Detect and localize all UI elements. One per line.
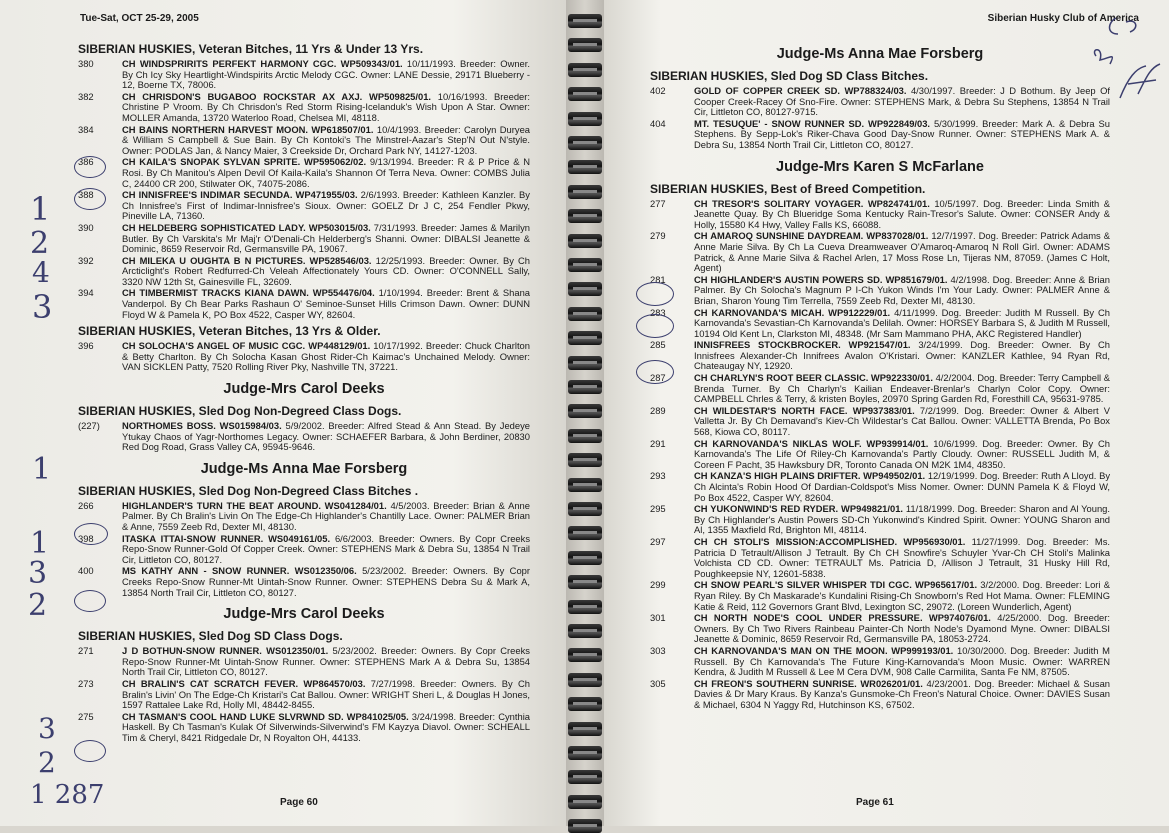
handwritten-mark: 1 xyxy=(30,190,51,228)
entry-text: 10/4/1993. Breeder: Carolyn Duryea & William S Campbell & Sue Bain. By Ch Kontoki's The Minstrel-Aazar's Step'N Out N'style. Owner: PODLAS Jan, & Nancy Maier, 3 Creekside Dr, Orchard Park NY, 14127-1203. xyxy=(122,123,530,156)
spiral-ring xyxy=(568,478,602,492)
entry-number: 283 xyxy=(650,306,666,318)
class-heading: SIBERIAN HUSKIES, Sled Dog SD Class Bitches. xyxy=(650,69,929,83)
entry-details xyxy=(694,537,1110,579)
dog-name: CH BAINS NORTHERN HARVEST MOON. WP618507/01. xyxy=(122,123,374,135)
handwritten-mark: 1 xyxy=(32,452,52,487)
dog-name: CH WINDSPRIRITS PERFEKT HARMONY CGC. WP509343/01. xyxy=(122,58,403,69)
entry-details xyxy=(122,712,530,744)
handwritten-circle xyxy=(636,314,674,338)
entry-text: 10/6/1999. Dog. Breeder: Owner. By Ch Karnovanda's The Life Of Riley-Ch Karnovanda's Partly Cloudy. Owner: RUSSELL Judith M, & Coreen F Pacht, 35 Hawksbury DR, Toronto Canada ON M2K 1M4, 48350. xyxy=(694,437,1110,470)
class-heading: SIBERIAN HUSKIES, Best of Breed Competition. xyxy=(650,181,926,196)
entry-number: 295 xyxy=(650,503,666,515)
dog-name: CH KANZA'S HIGH PLAINS DRIFTER. WP949502/01. xyxy=(694,470,926,482)
dog-name: MS KATHY ANN - SNOW RUNNER. WS012350/06. xyxy=(122,565,357,577)
entry-details xyxy=(694,504,1110,536)
entry-number: 277 xyxy=(650,197,666,209)
spiral-ring xyxy=(568,112,602,126)
dog-name: GOLD OF COPPER CREEK SD. WP788324/03. xyxy=(694,85,907,96)
entry-number: 388 xyxy=(78,189,94,201)
left-page-content xyxy=(78,38,530,745)
catalog-entry xyxy=(650,613,1110,645)
spiral-ring xyxy=(568,722,602,736)
entry-text: 7/31/1993. Breeder: James & Marilyn Butler. By Ch Varskita's Mr Maj'r O'Denali-Ch Helderberg's Shanni. Owner: DIBALSI Jeanette & Dominic, 8659 Reservoir Rd, Germansville PA, 19067. xyxy=(122,221,530,255)
entry-details xyxy=(694,373,1110,405)
catalog-entry xyxy=(650,275,1110,307)
entry-details xyxy=(694,275,1110,307)
catalog-entry xyxy=(650,646,1110,678)
spiral-ring xyxy=(568,770,602,784)
entry-number: 266 xyxy=(78,499,94,511)
spiral-ring xyxy=(568,38,602,52)
catalog-entry xyxy=(78,288,530,320)
catalog-entry xyxy=(78,125,530,157)
entry-number: 305 xyxy=(650,677,666,689)
entry-number: 402 xyxy=(650,85,666,96)
entry-text: 11/27/1999. Dog. Breeder: Ms. Patricia D Tetrault/Allison J Tetrault. By Ch CH Snowfire's Schuyler Yvar-Ch CH Stoli's Malinka Volchista CD CD. Owner: TETRAULT Ms. Patricia D, /Allison J Tetrault, 31 Husky Hill Rd, Poughkeepsie NY, 12601-5838. xyxy=(694,535,1110,579)
entry-text: 7/2/1999. Dog. Breeder: Owner & Albert V Valletta Jr. By Ch Demavand's Kiev-Ch Wildestar's Cat Ballou. Owner: VALLETTA Brenda, Po Box 568, Kiowa CO, 80117. xyxy=(694,404,1110,438)
entry-number: 297 xyxy=(650,535,666,547)
entry-number: 386 xyxy=(78,156,94,168)
dog-name: NORTHOMES BOSS. WS015984/03. xyxy=(122,420,282,432)
catalog-entry xyxy=(650,340,1110,372)
spiral-ring xyxy=(568,14,602,28)
entry-details xyxy=(122,288,530,320)
handwritten-mark: 1 xyxy=(30,526,50,561)
entry-details xyxy=(122,59,530,91)
entry-text: 10/16/1993. Breeder: Christine P Vroom. By Ch Chrisdon's Red Storm Rising-Icelanduk's Wish Upon A Star. Owner: MOLLER Amanda, 13720 Waterloo Road, Chelsea MI, 48118. xyxy=(122,90,530,123)
entry-text: 10/30/2000. Dog. Breeder: Judith M Russell. By Ch Karnovanda's The Future King-Karnovanda's Moon Music. Owner: WARREN Kendra, & Judith M Russell & Lee M Cera DVM, 908 Calle Carmilita, Santa Fe NM, 87505. xyxy=(694,644,1110,678)
handwritten-circle xyxy=(636,360,674,384)
entry-details xyxy=(122,256,530,288)
handwritten-mark: 4 xyxy=(32,256,50,289)
entry-number: 299 xyxy=(650,579,666,591)
entry-number: 289 xyxy=(650,404,666,416)
entry-text: 3/2/2000. Dog. Breeder: Lori & Ryan Riley. By Ch Maskarade's Kundalini Rising-Ch Snowborn's Red Hot Mama. Owner: FLEMING Katie & Reid, 112 Governors Grant Blvd, Lexington SC, 29072. (Loreen Wunderlich, Agent) xyxy=(694,579,1110,612)
handwritten-mark: 3 xyxy=(28,556,48,591)
right-page xyxy=(604,0,1169,826)
handwritten-circle xyxy=(74,523,108,545)
spiral-ring xyxy=(568,282,602,296)
catalog-entry xyxy=(650,679,1110,711)
spiral-ring xyxy=(568,307,602,321)
entry-text: 12/25/1993. Breeder: Owner. By Ch Arcticlight's Robert Redfurred-Ch Veleah Affectionately Yours CD. Owner: O'CONNELL Sally, 3320 NW 12th St, Gainesville FL, 32609. xyxy=(122,254,530,287)
dog-name: CH TIMBERMIST TRACKS KIANA DAWN. WP554476/04. xyxy=(122,287,375,299)
class-heading: SIBERIAN HUSKIES, Veteran Bitches, 13 Yrs & Older. xyxy=(78,324,381,339)
entry-text: 10/5/1997. Dog. Breeder: Linda Smith & Jeanette Quay. By Ch Blueridge Soma Kentucky Rain-Tresor's Salute. Owner: CONSER Andy & Holly, 15580 K4 Hwy, Valley Falls KS, 66088. xyxy=(694,197,1110,230)
dog-name: CH TRESOR'S SOLITARY VOYAGER. WP824741/01. xyxy=(694,197,930,209)
entry-details xyxy=(694,86,1110,118)
entry-text: 4/30/1997. Breeder: J D Bothum. By Jeep Of Cooper Creek-Racey Of Sno-Fire. Owner: STEPHENS Mark, & Debra Su Stephens, 13854 N Trail Cir, Littleton CO, 80127-9715. xyxy=(694,85,1110,118)
spiral-ring xyxy=(568,429,602,443)
catalog-entry xyxy=(650,308,1110,340)
entry-details xyxy=(694,231,1110,273)
dog-name: MT. TESUQUE' - SNOW RUNNER SD. WP922849/03. xyxy=(694,117,931,129)
entry-text: 1/10/1994. Breeder: Brent & Shana Vanderpol. By Ch Bear Parks Rashaun O' Seminoe-Sunset Hills Crimson Dawn. Owner: DUNN Floyd W & Pamela K, PO Box 4522, Casper WY, 82604. xyxy=(122,287,530,320)
entry-details xyxy=(694,580,1110,612)
entry-text: 3/24/1999. Dog. Breeder: Owner. By Ch Innisfrees Alexander-Ch Innifrees Avalon O'Kristari. Owner: KANZLER Kathlee, 94 Ryan Rd, Chateaugay NY, 12920. xyxy=(694,339,1111,372)
judge-heading: Judge-Mrs Carol Deeks xyxy=(223,606,385,623)
entry-number: 392 xyxy=(78,254,94,266)
entry-number: 380 xyxy=(78,58,94,69)
entry-text: 10/11/1993. Breeder: Owner. By Ch Icy Sky Heartlight-Windspirits Arctic Melody CGC. Owner: LANE Dessie, 29171 Blueberry - 12, Boerne TX, 78006. xyxy=(122,58,530,91)
entry-text: 3/24/1998. Breeder: Cynthia Haskell. By Ch Tasman's Kulak Of Silverwinds-Silverwind's FM Kayzya Diavol. Owner: SCHEALL Tim & Cheryl, 8421 Ridgedale Dr, N Royalton OH, 44133. xyxy=(122,710,530,743)
catalog-entry xyxy=(650,471,1110,503)
spiral-ring xyxy=(568,234,602,248)
dog-name: CH HELDEBERG SOPHISTICATED LADY. WP503015/03. xyxy=(122,221,371,233)
handwritten-circle xyxy=(74,590,106,612)
catalog-entry xyxy=(78,59,530,91)
catalog-entry xyxy=(650,537,1110,579)
entry-text: 4/2/1998. Dog. Breeder: Anne & Brian Palmer. By Ch Solocha's Magnum P I-Ch Yukon Winds I'm Your Lady. Owner: PALMER Anne & Brian, Sharon Young Tim Terrella, 7559 Zeeb Rd, Dexter MI, 48130. xyxy=(694,273,1110,306)
catalog-entry xyxy=(650,199,1110,231)
spiral-ring xyxy=(568,87,602,101)
entry-number: 293 xyxy=(650,470,666,482)
catalog-entry xyxy=(78,712,530,744)
dog-name: INNISFREES STOCKBROCKER. WP921547/01. xyxy=(694,339,911,351)
entry-number: 275 xyxy=(78,710,94,722)
handwritten-mark: 3 xyxy=(38,712,56,745)
handwritten-mark: 2 xyxy=(28,588,48,623)
spiral-ring xyxy=(568,63,602,77)
catalog-entry xyxy=(78,679,530,711)
catalog-entry xyxy=(650,504,1110,536)
entry-number: 271 xyxy=(78,645,94,657)
entry-number: (227) xyxy=(78,420,100,432)
catalog-entry xyxy=(650,406,1110,438)
entry-number: 303 xyxy=(650,644,666,656)
judge-heading: Judge-Ms Anna Mae Forsberg xyxy=(776,46,984,62)
entry-details xyxy=(122,679,530,711)
entry-details xyxy=(694,340,1110,372)
handwritten-mark: 2 xyxy=(38,746,56,779)
dog-name: CH BRALIN'S CAT SCRATCH FEVER. WP864570/03. xyxy=(122,677,366,689)
entry-number: 301 xyxy=(650,612,666,624)
catalog-entry xyxy=(650,439,1110,471)
entry-number: 281 xyxy=(650,273,666,285)
spiral-ring xyxy=(568,404,602,418)
class-heading: SIBERIAN HUSKIES, Sled Dog Non-Degreed Class Bitches . xyxy=(78,483,419,498)
spiral-ring xyxy=(568,136,602,150)
spiral-ring xyxy=(568,697,602,711)
dog-name: CH NORTH NODE'S COOL UNDER PRESSURE. WP974076/01. xyxy=(694,612,991,624)
spiral-ring xyxy=(568,673,602,687)
catalog-entry xyxy=(78,92,530,124)
catalog-entry xyxy=(650,119,1110,151)
entry-details xyxy=(122,223,530,255)
catalog-entry xyxy=(650,231,1110,273)
dog-name: CH WILDESTAR'S NORTH FACE. WP937383/01. xyxy=(694,404,915,416)
handwritten-circle xyxy=(74,740,106,762)
class-heading: SIBERIAN HUSKIES, Veteran Bitches, 11 Yrs & Under 13 Yrs. xyxy=(78,42,424,56)
entry-details xyxy=(694,199,1110,231)
dog-name: J D BOTHUN-SNOW RUNNER. WS012350/01. xyxy=(122,645,329,657)
entry-details xyxy=(122,190,530,222)
catalog-entry xyxy=(650,86,1110,118)
handwritten-mark: 2 xyxy=(30,226,50,261)
entry-number: 291 xyxy=(650,437,666,449)
dog-name: CH KARNOVANDA'S MAN ON THE MOON. WP999193/01. xyxy=(694,644,954,656)
entry-number: 394 xyxy=(78,287,94,299)
dog-name: ITASKA ITTAI-SNOW RUNNER. WS049161/05. xyxy=(122,532,331,544)
entry-text: 4/5/2003. Breeder: Brian & Anne Palmer. By Ch Bralin's Livin On The Edge-Ch Highlander's Chantilly Lace. Owner: PALMER Brian & Anne, 7559 Zeeb Rd, Dexter MI, 48130. xyxy=(122,499,530,532)
entry-text: 7/27/1998. Breeder: Owners. By Ch Bralin's Livin' On The Edge-Ch Kristari's Cat Ballou. Owner: WRIGHT Sheri L, & Douglas H Jones, 1597 Rattalee Lake Rd, Holly MI, 48442-8455. xyxy=(122,677,530,711)
catalog-entry xyxy=(650,373,1110,405)
dog-name: CH KARNOVANDA'S MICAH. WP912229/01. xyxy=(694,306,891,318)
right-page-footer: Page 61 xyxy=(856,797,894,808)
dog-name: CH AMAROQ SUNSHINE DAYDREAM. WP837028/01. xyxy=(694,230,929,242)
spiral-ring xyxy=(568,502,602,516)
spiral-ring xyxy=(568,551,602,565)
entry-details xyxy=(694,679,1110,711)
catalog-entry xyxy=(78,566,530,598)
handwritten-mark: 3 xyxy=(32,288,53,326)
entry-number: 404 xyxy=(650,117,666,129)
entry-number: 273 xyxy=(78,677,94,689)
dog-name: CH CH STOLI'S MISSION:ACCOMPLISHED. WP956930/01. xyxy=(694,535,966,547)
entry-text: 9/13/1994. Breeder: R & P Price & N Rosi. By Ch Manitou's Alpen Devil Of Kaila-Kaila's Shannon Of Terra Neva. Owner: COMBS Julia C, 24400 CR 200, Stilwater OK, 74075-2086. xyxy=(122,156,530,189)
entry-text: 12/7/1997. Dog. Breeder: Patrick Adams & Anne Marie Silva. By Ch La Cueva Dreamweaver O'Amaroq-Amaroq N Roll Girl. Owner: ADAMS Patrick, & Anne Marie Silva & Rachel Arlen, 17 Moss Rose Ln, Tijeras NM, 87059. (James C Holt, Agent) xyxy=(694,230,1110,274)
entry-details xyxy=(122,421,530,453)
catalog-entry xyxy=(78,190,530,222)
catalog-entry xyxy=(78,157,530,189)
dog-name: CH CHARLYN'S ROOT BEER CLASSIC. WP922330/01. xyxy=(694,372,933,384)
entry-details xyxy=(694,471,1110,503)
catalog-entry xyxy=(78,534,530,566)
entry-details xyxy=(122,341,530,373)
spiral-ring xyxy=(568,453,602,467)
entry-details xyxy=(694,439,1110,471)
handwritten-circle xyxy=(636,282,674,306)
judge-heading: Judge-Ms Anna Mae Forsberg xyxy=(200,460,408,477)
entry-details xyxy=(694,613,1110,645)
dog-name: CH KAILA'S SNOPAK SYLVAN SPRITE. WP595062/02. xyxy=(122,156,367,168)
entry-number: 398 xyxy=(78,532,94,544)
spiral-ring xyxy=(568,575,602,589)
spiral-ring xyxy=(568,258,602,272)
entry-details xyxy=(694,406,1110,438)
entry-text: 4/11/1999. Dog. Breeder: Judith M Russell. By Ch Karnovanda's Sevastian-Ch Karnovanda's Delilah. Owner: HORSEY Barbara S, & Judith M Russell, 10194 Old Kent Ln, Clarkston MI, 48348. (Mr Sam Mammano PHA, AKC Registered Handler) xyxy=(694,306,1110,339)
dog-name: HIGHLANDER'S TURN THE BEAT AROUND. WS041284/01. xyxy=(122,499,387,511)
dog-name: CH SNOW PEARL'S SILVER WHISPER TDI CGC. WP965617/01. xyxy=(694,579,978,591)
catalog-entry xyxy=(78,341,530,373)
spiral-ring xyxy=(568,209,602,223)
entry-details xyxy=(122,566,530,598)
left-page-header: Tue-Sat, OCT 25-29, 2005 xyxy=(80,13,199,24)
entry-details xyxy=(122,157,530,189)
entry-number: 279 xyxy=(650,230,666,242)
entry-text: 5/9/2002. Breeder: Alfred Stead & Ann Stead. By Jedeye Ytukay Chaos of Yagr-Northomes Legacy. Owner: SCHAEFER Barbara, & John Berdiner, 20830 Red Dog Road, Grass Valley CA, 95945-9646. xyxy=(122,420,531,453)
entry-number: 287 xyxy=(650,372,666,384)
left-page xyxy=(0,0,566,826)
catalog-entry xyxy=(78,256,530,288)
entry-text: 4/2/2004. Dog. Breeder: Terry Campbell & Brenda Turner. By Ch Charlyn's Kailian Endeaver-Brenlar's Charlyn Color Copy. Owner: CAMPBELL Chrles & Terry, & kristen Boyles, 20970 Spring Garden Rd, Foresthill CA, 95631-9785. xyxy=(694,372,1110,405)
right-page-content xyxy=(650,38,1110,711)
spiral-ring xyxy=(568,746,602,760)
entry-number: 285 xyxy=(650,339,666,351)
dog-name: CH TASMAN'S COOL HAND LUKE SLVRWND SD. WP841025/05. xyxy=(122,710,409,722)
spiral-ring xyxy=(568,380,602,394)
handwritten-scribble xyxy=(1080,8,1164,108)
spiral-ring xyxy=(568,356,602,370)
entry-number: 390 xyxy=(78,221,94,233)
judge-heading: Judge-Mrs Carol Deeks xyxy=(223,381,385,398)
entry-details xyxy=(694,119,1110,151)
entry-number: 384 xyxy=(78,123,94,135)
judge-heading: Judge-Mrs Karen S McFarlane xyxy=(776,158,984,175)
dog-name: CH YUKONWIND'S RED RYDER. WP949821/01. xyxy=(694,503,904,515)
entry-number: 396 xyxy=(78,340,94,352)
catalog-entry xyxy=(650,580,1110,612)
dog-name: CH INNISFREE'S INDIMAR SECUNDA. WP471955/03. xyxy=(122,189,358,201)
spiral-ring xyxy=(568,185,602,199)
spiral-ring xyxy=(568,795,602,809)
catalog-entry xyxy=(78,223,530,255)
entry-number: 382 xyxy=(78,90,94,102)
handwritten-circle xyxy=(74,188,106,210)
entry-text: 2/6/1993. Breeder: Kathleen Kanzler. By Ch Innisfree's First of Indimar-Innisfree's Sioux. Owner: GOELZ Dr J C, 254 Fendler Pkwy, Pineville LA, 71360. xyxy=(122,189,530,222)
entry-details xyxy=(694,646,1110,678)
entry-text: 11/18/1999. Dog. Breeder: Sharon and Al Young. By Ch Highlander's Austin Powers SD-Ch Yukonwind's Kindred Spirit. Owner: YOUNG Sharon and Al, 1355 Maxfield Rd, Brighton MI, 48114. xyxy=(694,503,1110,536)
dog-name: CH HIGHLANDER'S AUSTIN POWERS SD. WP851679/01. xyxy=(694,273,948,285)
entry-details xyxy=(122,534,530,566)
entry-text: 4/23/2001. Dog. Breeder: Michael & Susan Davies & Dr Mary Kraus. By Kanza's Gunsmoke-Ch Freon's Natural Choice. Owner: DAVIES Susan & Michael, 6304 N Yaggy Rd, Hutchinson KS, 67502. xyxy=(694,677,1110,710)
spiral-binding xyxy=(566,0,604,826)
spiral-ring xyxy=(568,624,602,638)
entry-details xyxy=(122,125,530,157)
dog-name: CH MILEKA U OUGHTA B N PICTURES. WP528546/03. xyxy=(122,254,372,266)
catalog-entry xyxy=(78,646,530,678)
entry-text: 4/25/2000. Dog. Breeder: Owners. By Ch Two Rivers Rainbeau Painter-Ch North Node's Dyamond Myne. Owner: DIBALSI Jeanette & Dominic, 8659 Reservoir Rd, Germansville PA, 18053-2724. xyxy=(694,612,1110,645)
spiral-ring xyxy=(568,331,602,345)
handwritten-circle xyxy=(74,156,106,178)
entry-text: 5/30/1999. Breeder: Mark A. & Debra Su Stephens. By Sepp-Lok's Riker-Chava Good Day-Snow Runner. Owner: STEPHENS Mark A. & Debra Su, 13854 North Trail Cir, Littleton CO, 80127. xyxy=(694,117,1110,150)
entry-details xyxy=(122,92,530,124)
entry-number: 400 xyxy=(78,565,94,577)
spiral-ring xyxy=(568,819,602,833)
class-heading: SIBERIAN HUSKIES, Sled Dog Non-Degreed Class Dogs. xyxy=(78,404,402,419)
entry-text: 5/23/2002. Breeder: Owners. By Copr Creeks Repo-Snow Runner-Mt Uintah-Snow Runner. Owner: STEPHENS Debra Su & Mark A, 13854 North Trail Cir, Littleton CO, 80127. xyxy=(122,565,530,598)
catalog-entry xyxy=(78,421,530,453)
spiral-ring xyxy=(568,600,602,614)
entry-text: 5/23/2002. Breeder: Owners. By Copr Creeks Repo-Snow Runner-Mt Uintah-Snow Runner. Owner: STEPHENS Mark A & Debra Su, 13854 North Trail Cir, Littleton CO, 80127. xyxy=(122,645,530,678)
entry-text: 12/19/1999. Dog. Breeder: Ruth A Lloyd. By Ch Alcinta's Robin Hood Of Dardian-Coldspot's Miss Nomer. Owner: DUNN Pamela K & Floyd W, Po Box 4522, Casper WY, 82604. xyxy=(694,470,1111,503)
entry-details xyxy=(122,501,530,533)
class-heading: SIBERIAN HUSKIES, Sled Dog SD Class Dogs. xyxy=(78,629,343,644)
dog-name: CH CHRISDON'S BUGABOO ROCKSTAR AX AXJ. WP509825/01. xyxy=(122,90,432,102)
left-page-footer: Page 60 xyxy=(280,797,318,808)
dog-name: CH SOLOCHA'S ANGEL OF MUSIC CGC. WP448129/01. xyxy=(122,340,371,352)
spiral-ring xyxy=(568,648,602,662)
entry-text: 10/17/1992. Breeder: Chuck Charlton & Betty Charlton. By Ch Solocha Kasan Ghost Rider-Ch Kaimac's Unchained Melody. Owner: VAN SICKLEN Patty, 7520 Rolling River Pky, Nashville TN, 37221. xyxy=(122,340,530,373)
dog-name: CH KARNOVANDA'S NIKLAS WOLF. WP939914/01. xyxy=(694,437,929,449)
entry-text: 6/6/2003. Breeder: Owners. By Copr Creeks Repo-Snow Runner-Gold Of Copper Creek. Owner: STEPHENS Mark & Debra Su, 13854 N Trail Cir, Littleton CO, 80127. xyxy=(122,532,531,565)
spiral-ring xyxy=(568,160,602,174)
entry-details xyxy=(694,308,1110,340)
spiral-ring xyxy=(568,526,602,540)
handwritten-mark: 1 287 xyxy=(30,780,105,810)
right-page-header: Siberian Husky Club of America xyxy=(987,13,1139,24)
entry-details xyxy=(122,646,530,678)
dog-name: CH FREON'S SOUTHERN SUNRISE. WR026201/01. xyxy=(694,677,923,689)
catalog-entry xyxy=(78,501,530,533)
